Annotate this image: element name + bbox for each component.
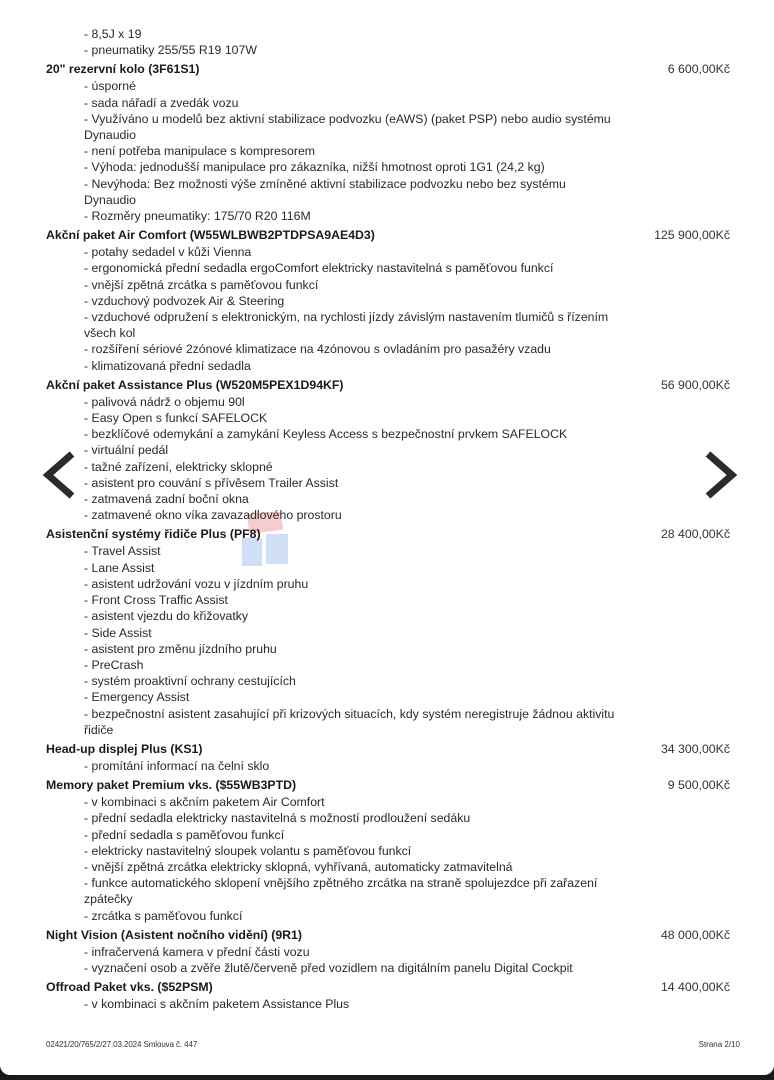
bullet: - infračervená kamera v přední části vozu bbox=[84, 944, 310, 959]
option-item-header bbox=[46, 740, 730, 758]
option-bullets bbox=[46, 78, 730, 224]
bullet: - vnější zpětná zrcátka s paměťovou funkcí bbox=[84, 277, 319, 292]
bullet: - Využíváno u modelů bez aktivní stabilizace podvozku (eAWS) (paket PSP) nebo audio systému Dynaudio bbox=[84, 111, 611, 143]
bullet: - bezklíčové odemykání a zamykání Keyless Access s bezpečnostní prvkem SAFELOCK bbox=[84, 427, 568, 442]
footer-reference: 02421/20/765/2/27.03.2024 Smlouva č. 447 bbox=[46, 1040, 198, 1049]
option-price: 28 400,00Kč bbox=[660, 527, 730, 542]
bullet: - vyznačení osob a zvěře žlutě/červeně před vozidlem na digitálním panelu Digital Cockpit bbox=[84, 960, 573, 975]
option-title: Offroad Paket vks. ($52PSM) bbox=[46, 980, 213, 995]
option-item-header bbox=[46, 978, 730, 996]
bullet: - přední sedadla elektricky nastavitelná s možností prodloužení sedáku bbox=[84, 811, 471, 826]
option-item bbox=[46, 740, 730, 776]
bullet: - asistent pro couvání s přívěsem Trailer Assist bbox=[84, 475, 339, 490]
bullet: - 8,5J x 19 bbox=[84, 27, 142, 41]
previous-page-button[interactable] bbox=[38, 450, 82, 500]
bullet: - PreCrash bbox=[84, 657, 144, 672]
bullet: - v kombinaci s akčním paketem Air Comfort bbox=[84, 795, 325, 810]
bullet: - zatmavená zadní boční okna bbox=[84, 492, 249, 507]
option-title: Akční paket Assistance Plus (W520M5PEX1D94KF) bbox=[46, 377, 344, 392]
option-bullets bbox=[46, 244, 730, 374]
option-item-header bbox=[46, 525, 730, 543]
bullet: - virtuální pedál bbox=[84, 443, 169, 458]
option-price: 9 500,00Kč bbox=[667, 778, 730, 793]
option-item-header bbox=[46, 60, 730, 78]
option-title: 20" rezervní kolo (3F61S1) bbox=[46, 62, 200, 77]
option-item bbox=[46, 926, 730, 978]
bullet: - Nevýhoda: Bez možnosti výše zmíněné aktivní stabilizace podvozku nebo bez systému Dynaudio bbox=[84, 176, 566, 207]
bullet: - asistent vjezdu do křižovatky bbox=[84, 609, 249, 624]
bullet: - vzduchový podvozek Air & Steering bbox=[84, 293, 285, 308]
footer-page-number: Strana 2/10 bbox=[698, 1040, 740, 1049]
option-bullets bbox=[46, 543, 730, 737]
document-content bbox=[46, 26, 730, 1014]
option-item bbox=[46, 776, 730, 926]
option-item bbox=[46, 226, 730, 376]
bullet: - zatmavené okno víka zavazadlového prostoru bbox=[84, 508, 342, 523]
bullet: - Side Assist bbox=[84, 625, 152, 640]
bullet: - ergonomická přední sedadla ergoComfort elektricky nastavitelná s paměťovou funkcí bbox=[84, 261, 554, 276]
bullet: - klimatizovaná přední sedadla bbox=[84, 358, 251, 373]
option-item-header bbox=[46, 226, 730, 244]
bullet: - elektricky nastavitelný sloupek volantu s paměťovou funkcí bbox=[84, 843, 412, 858]
option-title: Night Vision (Asistent nočního vidění) (9R1) bbox=[46, 927, 302, 942]
bullet: - pneumatiky 255/55 R19 107W bbox=[84, 43, 257, 58]
option-item-header bbox=[46, 776, 730, 794]
option-title: Asistenční systémy řidiče Plus (PF8) bbox=[46, 527, 261, 542]
option-bullets bbox=[46, 394, 730, 524]
option-item bbox=[46, 525, 730, 739]
option-title: Head-up displej Plus (KS1) bbox=[46, 741, 203, 756]
option-item-header bbox=[46, 926, 730, 944]
option-item bbox=[46, 376, 730, 526]
bullet: - v kombinaci s akčním paketem Assistance Plus bbox=[84, 997, 350, 1012]
bullet: - Rozměry pneumatiky: 175/70 R20 116M bbox=[84, 209, 311, 224]
bullet: - palivová nádrž o objemu 90l bbox=[84, 394, 245, 409]
option-bullets bbox=[46, 944, 730, 976]
bullet: - Lane Assist bbox=[84, 560, 155, 575]
bullet: - Front Cross Traffic Assist bbox=[84, 593, 228, 608]
bullet: - rozšíření sériové 2zónové klimatizace na 4zónovou s ovladáním pro pasažéry vzadu bbox=[84, 342, 551, 357]
bullet: - bezpečnostní asistent zasahující při krizových situacích, kdy systém neregistruje žádnou aktivitu řidiče bbox=[84, 706, 615, 737]
option-price: 56 900,00Kč bbox=[660, 377, 730, 392]
bullet: - systém proaktivní ochrany cestujících bbox=[84, 674, 296, 689]
chevron-right-icon bbox=[700, 450, 744, 500]
bullet: - není potřeba manipulace s kompresorem bbox=[84, 144, 316, 159]
option-item-header bbox=[46, 376, 730, 394]
bullet: - Easy Open s funkcí SAFELOCK bbox=[84, 411, 268, 426]
bullet: - funkce automatického sklopení vnějšího zpětného zrcátka na straně spolujezdce při zařazení zpátečky bbox=[84, 876, 598, 907]
bullet: - vzduchové odpružení s elektronickým, na rychlosti jízdy závislým nastavením tlumičů s řízením všech kol bbox=[84, 310, 609, 341]
option-item bbox=[46, 978, 730, 1014]
option-title: Memory paket Premium vks. ($55WB3PTD) bbox=[46, 778, 297, 793]
bullet: - úsporné bbox=[84, 79, 136, 94]
next-page-button[interactable] bbox=[700, 450, 744, 500]
bullet: - asistent udržování vozu v jízdním pruhu bbox=[84, 576, 309, 591]
bullet: - asistent pro změnu jízdního pruhu bbox=[84, 641, 277, 656]
bullet: - Výhoda: jednodušší manipulace pro zákazníka, nižší hmotnost oproti 1G1 (24,2 kg) bbox=[84, 160, 545, 175]
option-item bbox=[46, 60, 730, 226]
bullet: - potahy sedadel v kůži Vienna bbox=[84, 245, 252, 260]
option-title: Akční paket Air Comfort (W55WLBWB2PTDPSA9AE4D3) bbox=[46, 228, 375, 243]
bullet: - vnější zpětná zrcátka elektricky sklopná, vyhřívaná, automaticky zatmavitelná bbox=[84, 859, 513, 874]
option-price: 34 300,00Kč bbox=[660, 741, 730, 756]
intro-bullets bbox=[46, 26, 730, 58]
bullet: - přední sedadla s paměťovou funkcí bbox=[84, 827, 285, 842]
option-price: 125 900,00Kč bbox=[654, 228, 730, 243]
option-bullets bbox=[46, 996, 730, 1012]
bullet: - promítání informací na čelní sklo bbox=[84, 758, 270, 773]
option-items bbox=[46, 60, 730, 1014]
option-price: 48 000,00Kč bbox=[660, 927, 730, 942]
option-price: 6 600,00Kč bbox=[667, 62, 730, 77]
option-price: 14 400,00Kč bbox=[660, 980, 730, 995]
bullet: - Travel Assist bbox=[84, 544, 161, 559]
option-bullets bbox=[46, 758, 730, 774]
bullet: - zrcátka s paměťovou funkcí bbox=[84, 908, 243, 923]
option-bullets bbox=[46, 794, 730, 924]
bullet: - sada nářadí a zvedák vozu bbox=[84, 95, 239, 110]
bullet: - tažné zařízení, elektricky sklopné bbox=[84, 459, 273, 474]
chevron-left-icon bbox=[38, 450, 82, 500]
bullet: - Emergency Assist bbox=[84, 690, 190, 705]
